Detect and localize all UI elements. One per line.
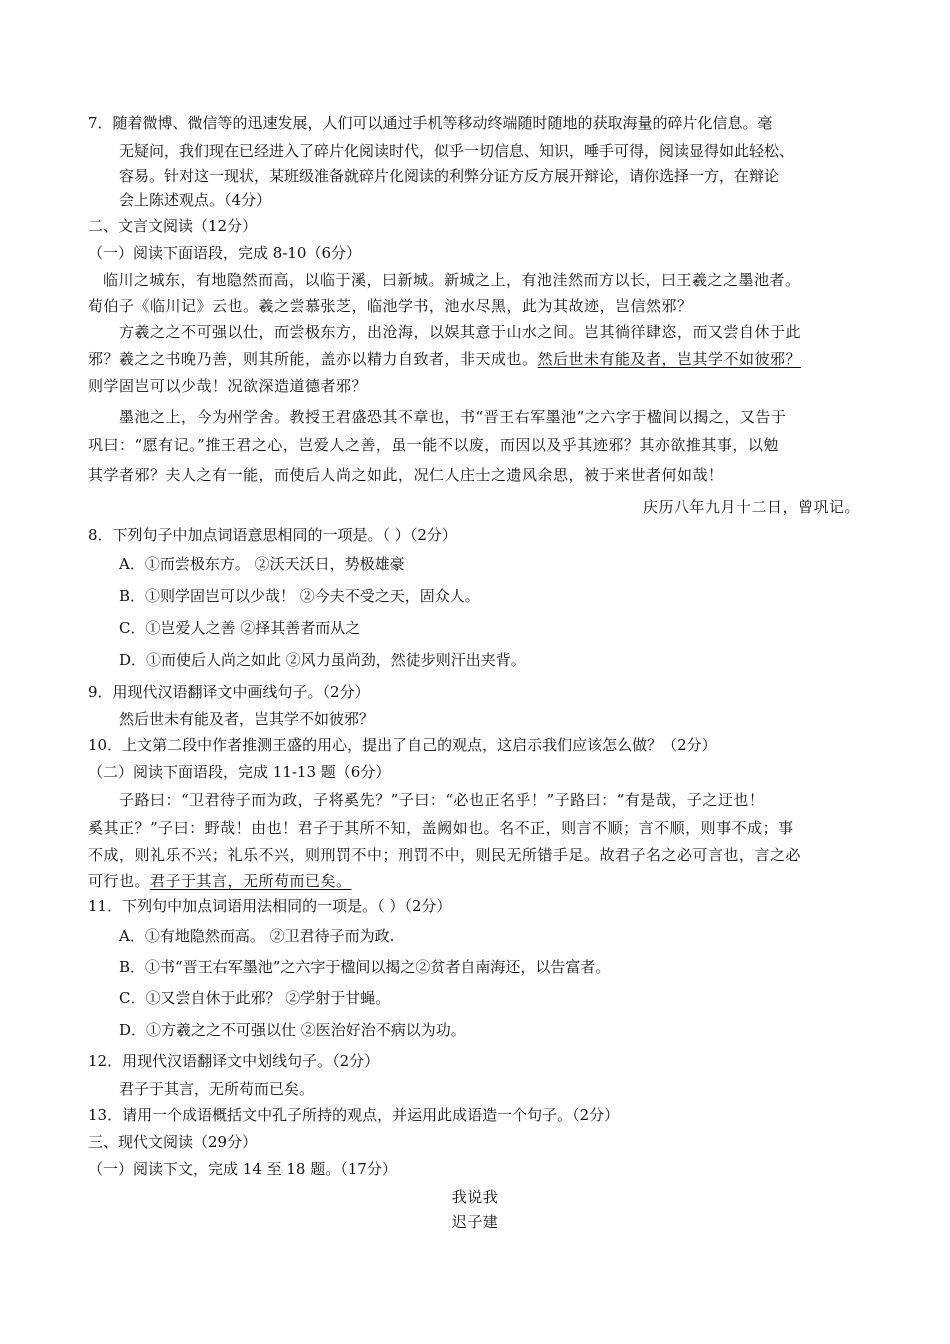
passage2-line-4-plain: 可行也。: [88, 872, 151, 890]
underlined-sentence-q9: 然后世未有能及者，岂其学不如彼邪？: [537, 350, 802, 368]
q10-stem: 10．上文第二段中作者推测王盛的用心，提出了自己的观点，这启示我们应该怎么做？（2分）: [88, 736, 717, 754]
passage-p2-line-2: [88, 349, 801, 369]
q11-option-b: B．①书“晋王右军墨池”之六字于楹间以揭之②贫者自南海还，以告富者。: [119, 958, 611, 976]
q7-line-2: 无疑问，我们现在已经进入了碎片化阅读时代，似乎一切信息、知识，唾手可得，阅读显得如此轻松、: [119, 142, 795, 160]
q8-option-b: B．①则学固岂可以少哉！ ②今夫不受之天，固众人。: [119, 587, 480, 605]
q9-sentence: 然后世未有能及者，岂其学不如彼邪？: [119, 710, 375, 728]
passage2-line-4: [88, 871, 352, 891]
passage-signature: 庆历八年九月十二日，曾巩记。: [642, 498, 860, 516]
q8-option-d: D．①而使后人尚之如此 ②风力虽尚劲，然徒步则汗出夹背。: [119, 651, 526, 669]
passage-p2-line-3: 则学固岂可以少哉！况欲深造道德者邪？: [88, 377, 368, 395]
passage2-line-1: 子路曰：“卫君待子而为政，子将奚先？”子曰：“必也正名乎！”子路曰：“有是哉，子之迂也！: [119, 791, 765, 809]
section2-title: 二、文言文阅读（12分）: [88, 217, 258, 235]
q13-stem: 13．请用一个成语概括文中孔子所持的观点，并运用此成语造一个句子。（2分）: [88, 1106, 620, 1124]
q11-stem: 11．下列句中加点词语用法相同的一项是。（ ）（2分）: [88, 897, 452, 915]
q12-stem: 12．用现代汉语翻译文中划线句子。（2分）: [88, 1052, 380, 1070]
passage-p3-line-1: 墨池之上，今为州学舍。教授王君盛恐其不章也，书“晋王右军墨池”之六字于楹间以揭之，又告于: [119, 408, 787, 426]
passage-p1-line-1: 临川之城东，有地隐然而高，以临于溪，曰新城。新城之上，有池洼然而方以长，曰王羲之之墨池者。: [103, 271, 801, 289]
section3-part1-title: （一）阅读下文，完成 14 至 18 题。（17分）: [88, 1160, 397, 1178]
q12-sentence: 君子于其言，无所苟而已矣。: [119, 1080, 315, 1098]
q7-line-3: 容易。针对这一现状，某班级准备就碎片化阅读的利弊分证方反方展开辩论，请你选择一方，在辩论: [119, 167, 780, 185]
q8-option-a: A．①而尝极东方。 ②沃天沃日，势极雄豪: [119, 555, 405, 573]
underlined-sentence-q12: 君子于其言，无所苟而已矣。: [150, 872, 352, 890]
q9-stem: 9．用现代汉语翻译文中画线句子。（2分）: [88, 683, 370, 701]
q11-option-a: A．①有地隐然而高。 ②卫君待子而为政.: [119, 927, 395, 945]
q8-stem: 8．下列句子中加点词语意思相同的一项是。（ ）（2分）: [88, 526, 457, 544]
q11-option-d: D．①方羲之之不可强以仕 ②医治好治不病以为功。: [119, 1021, 466, 1039]
part2-title: （二）阅读下面语段，完成 11-13 题（6分）: [88, 763, 391, 781]
passage2-line-2: 奚其正？”子曰：野哉！由也！君子于其所不知，盖阙如也。名不正，则言不顺；言不顺，则事不成；事: [88, 819, 794, 837]
q11-option-c: C．①又尝自休于此邪？ ②学射于甘蝇。: [119, 989, 391, 1007]
part1-title: （一）阅读下面语段，完成 8-10（6分）: [88, 244, 362, 262]
passage-p1-line-2: 荀伯子《临川记》云也。羲之尝慕张芝，临池学书，池水尽黑，此为其故迹，岂信然邪？: [88, 297, 693, 315]
article-title: 我说我: [451, 1188, 499, 1206]
passage-p2-line-1: 方羲之之不可强以仕，而尝极东方，出沧海，以娱其意于山水之间。岂其徜徉肆恣，而又尝自休于此: [119, 323, 802, 341]
article-author: 迟子建: [451, 1213, 499, 1231]
passage2-line-3: 不成，则礼乐不兴；礼乐不兴，则刑罚不中；刑罚不中，则民无所错手足。故君子名之必可言也，言之必: [88, 846, 802, 864]
passage-p3-line-2: 巩曰：“愿有记。”推王君之心，岂爱人之善，虽一能不以废，而因以及乎其迹邪？其亦欲推其事，以勉: [88, 436, 779, 454]
passage-p3-line-3: 其学者邪？夫人之有一能，而使后人尚之如此，况仁人庄士之遗风余思，被于来世者何如哉！: [88, 466, 724, 484]
q8-option-c: C．①岂爱人之善 ②择其善者而从之: [119, 619, 361, 637]
q7-line-4: 会上陈述观点。（4分）: [119, 191, 272, 209]
passage-p2-line-2-plain: 邪？羲之之书晚乃善，则其所能，盖亦以精力自致者，非天成也。: [88, 350, 538, 368]
q7-line-1: 7．随着微博、微信等的迅速发展，人们可以通过手机等移动终端随时随地的获取海量的碎片化信息。毫: [88, 114, 773, 132]
section3-title: 三、现代文阅读（29分）: [88, 1133, 258, 1151]
